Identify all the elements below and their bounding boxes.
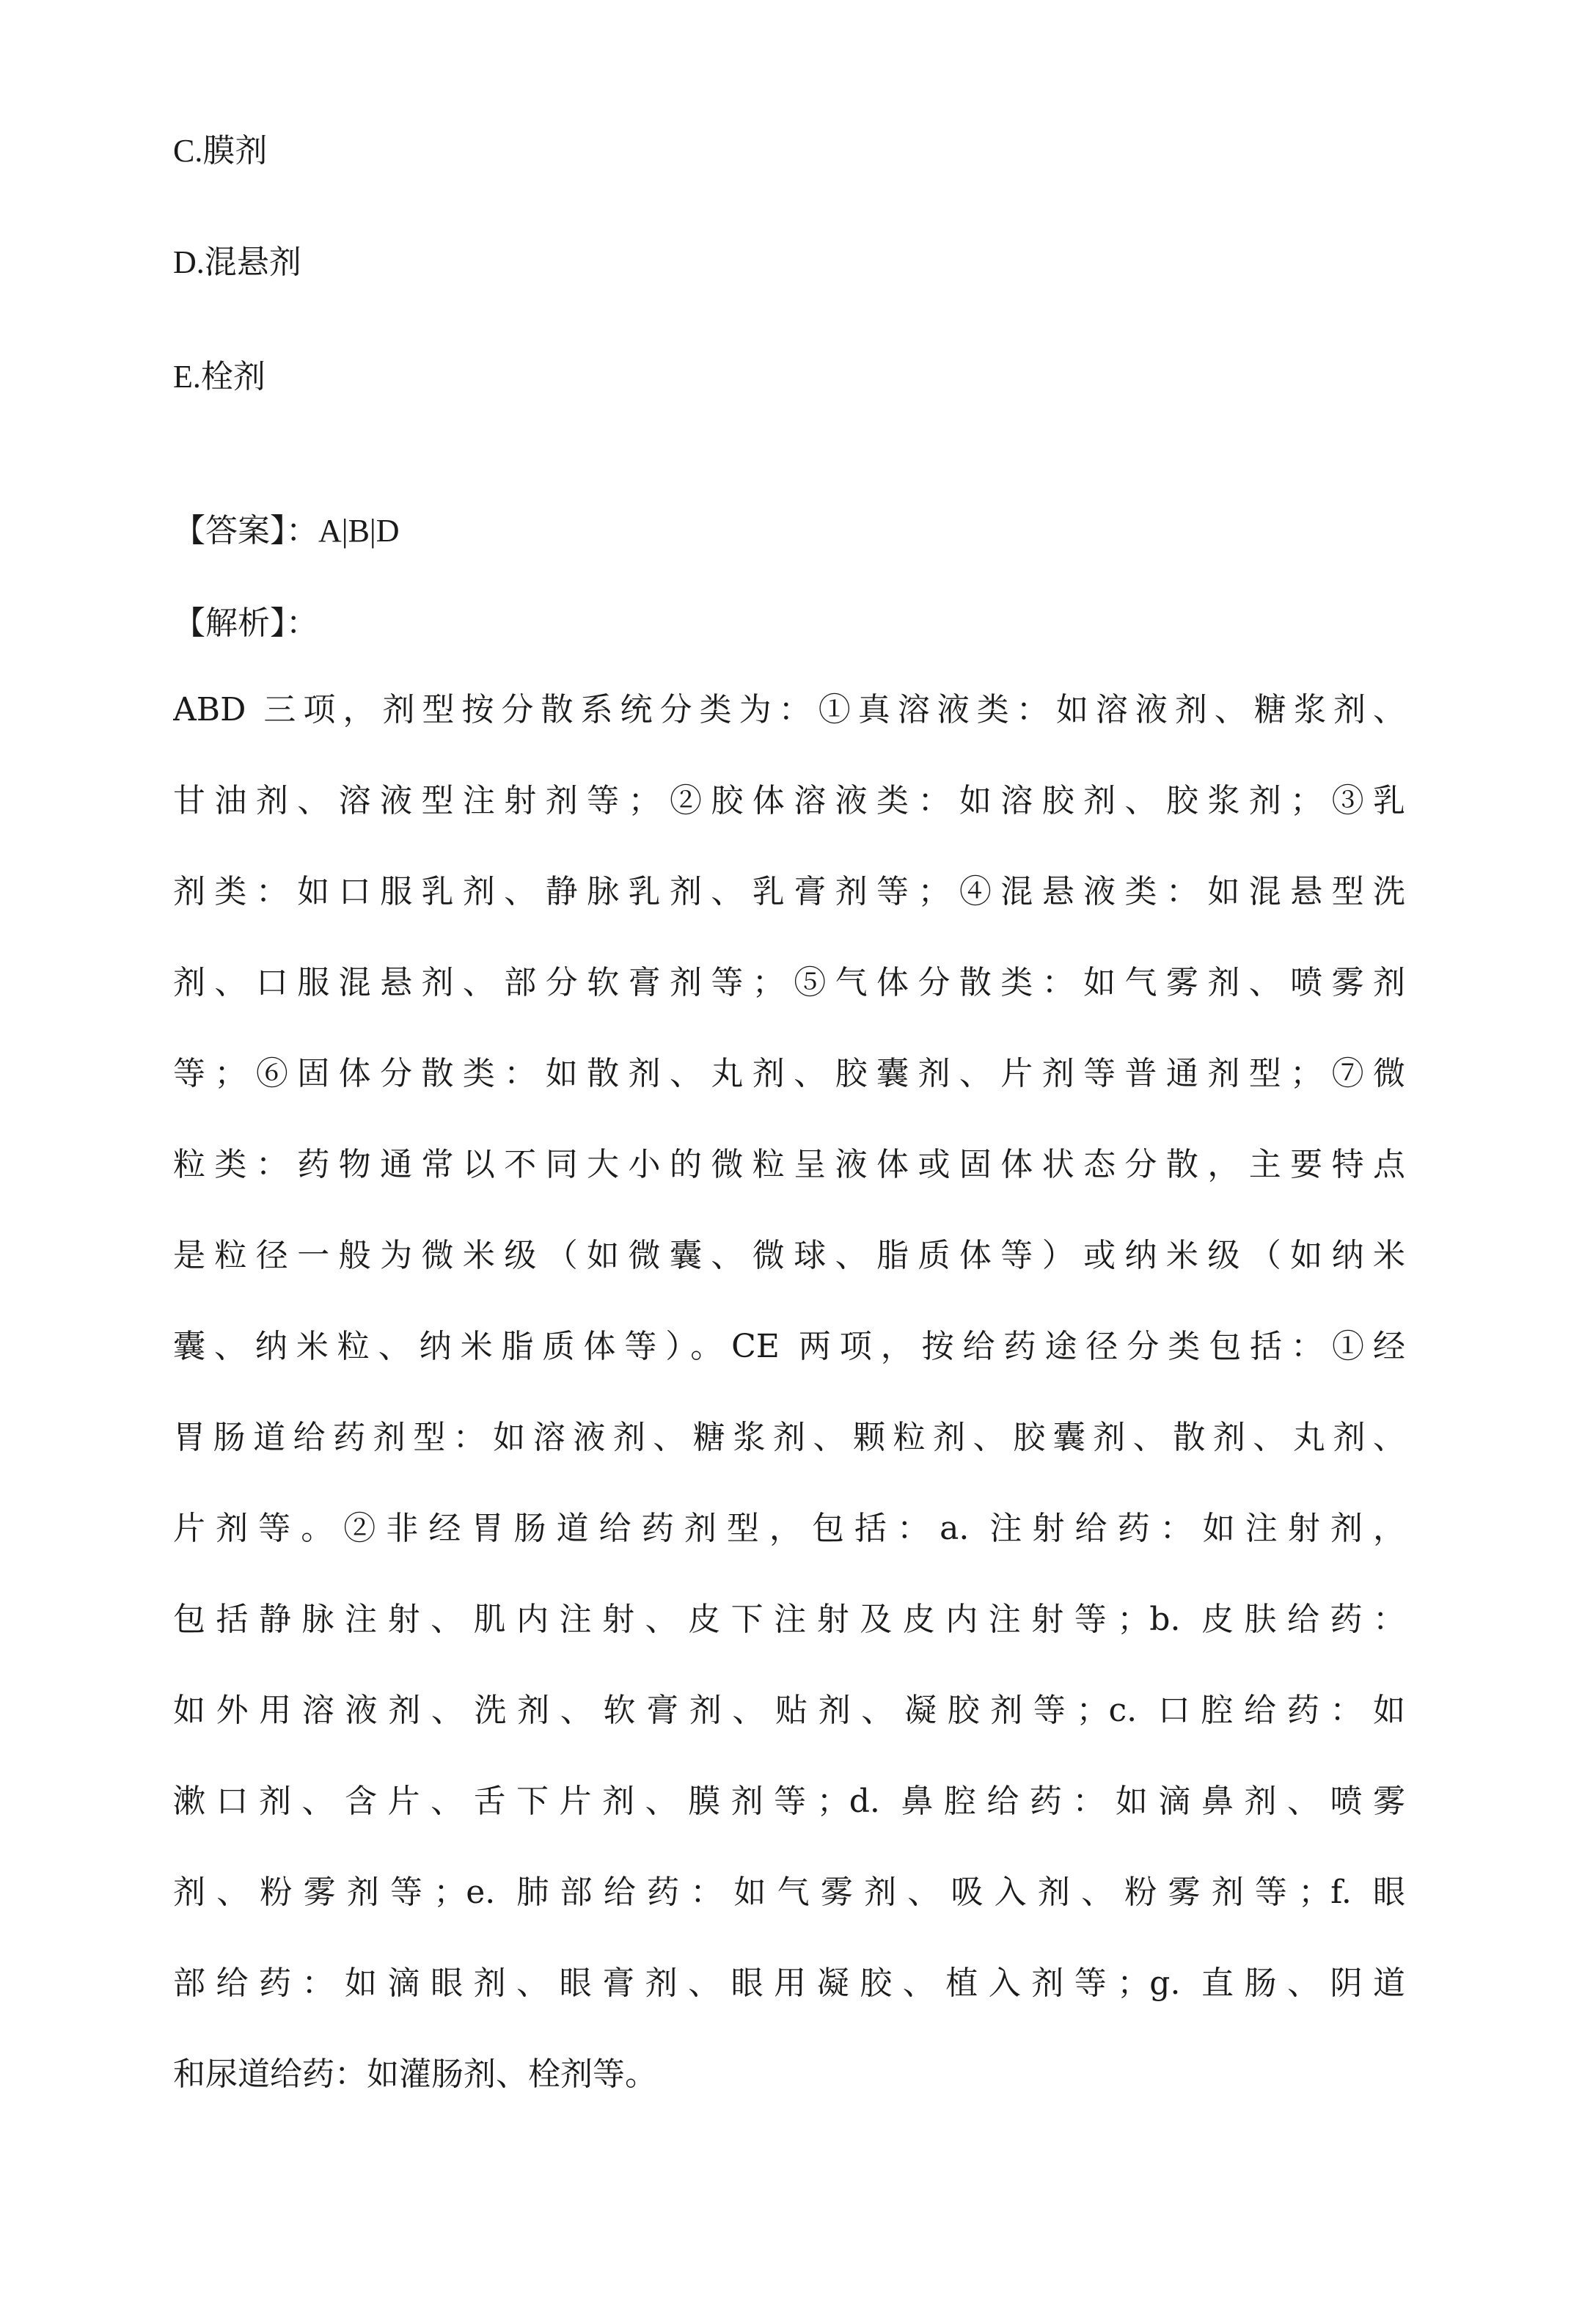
analysis-line: 等；⑥固体分散类：如散剂、丸剂、胶囊剂、片剂等普通剂型；⑦微 (173, 1055, 1405, 1092)
analysis-body (173, 688, 1405, 2144)
analysis-line: 囊、纳米粒、纳米脂质体等）。CE 两项，按给药途径分类包括：①经 (173, 1328, 1405, 1365)
analysis-line: 粒类：药物通常以不同大小的微粒呈液体或固体状态分散，主要特点 (173, 1146, 1405, 1183)
analysis-line: 如外用溶液剂、洗剂、软膏剂、贴剂、凝胶剂等；c. 口腔给药：如 (173, 1692, 1405, 1729)
analysis-line: ABD 三项，剂型按分散系统分类为：①真溶液类：如溶液剂、糖浆剂、 (173, 691, 1405, 728)
option-text: 膜剂 (202, 132, 268, 169)
option-text: 栓剂 (200, 358, 266, 395)
option-letter: E. (173, 359, 201, 395)
option-letter: C. (173, 133, 203, 169)
answer-line (173, 509, 400, 553)
analysis-line: 剂、粉雾剂等；e. 肺部给药：如气雾剂、吸入剂、粉雾剂等；f. 眼 (173, 1874, 1405, 1911)
analysis-label: 【解析】： (173, 604, 318, 642)
answer-label: 【答案】： (173, 512, 318, 549)
answer-value: A|B|D (318, 513, 400, 549)
option-e (173, 355, 266, 399)
analysis-line: 部给药：如滴眼剂、眼膏剂、眼用凝胶、植入剂等；g. 直肠、阴道 (173, 1965, 1405, 2002)
analysis-line: 片剂等。②非经胃肠道给药剂型，包括：a. 注射给药：如注射剂， (173, 1510, 1405, 1547)
option-text: 混悬剂 (204, 244, 301, 281)
option-c (173, 129, 267, 173)
analysis-line: 胃肠道给药剂型：如溶液剂、糖浆剂、颗粒剂、胶囊剂、散剂、丸剂、 (173, 1419, 1405, 1456)
analysis-line: 和尿道给药：如灌肠剂、栓剂等。 (173, 2056, 657, 2093)
option-d (173, 241, 301, 285)
analysis-line: 漱口剂、含片、舌下片剂、膜剂等；d. 鼻腔给药：如滴鼻剂、喷雾 (173, 1783, 1405, 1820)
option-letter: D. (173, 244, 205, 280)
analysis-line: 包括静脉注射、肌内注射、皮下注射及皮内注射等；b. 皮肤给药： (173, 1601, 1405, 1638)
analysis-line: 剂类：如口服乳剂、静脉乳剂、乳膏剂等；④混悬液类：如混悬型洗 (173, 873, 1405, 910)
analysis-heading (173, 602, 318, 646)
analysis-line: 是粒径一般为微米级（如微囊、微球、脂质体等）或纳米级（如纳米 (173, 1237, 1405, 1274)
analysis-line: 甘油剂、溶液型注射剂等；②胶体溶液类：如溶胶剂、胶浆剂；③乳 (173, 782, 1405, 819)
analysis-line: 剂、口服混悬剂、部分软膏剂等；⑤气体分散类：如气雾剂、喷雾剂 (173, 964, 1405, 1001)
